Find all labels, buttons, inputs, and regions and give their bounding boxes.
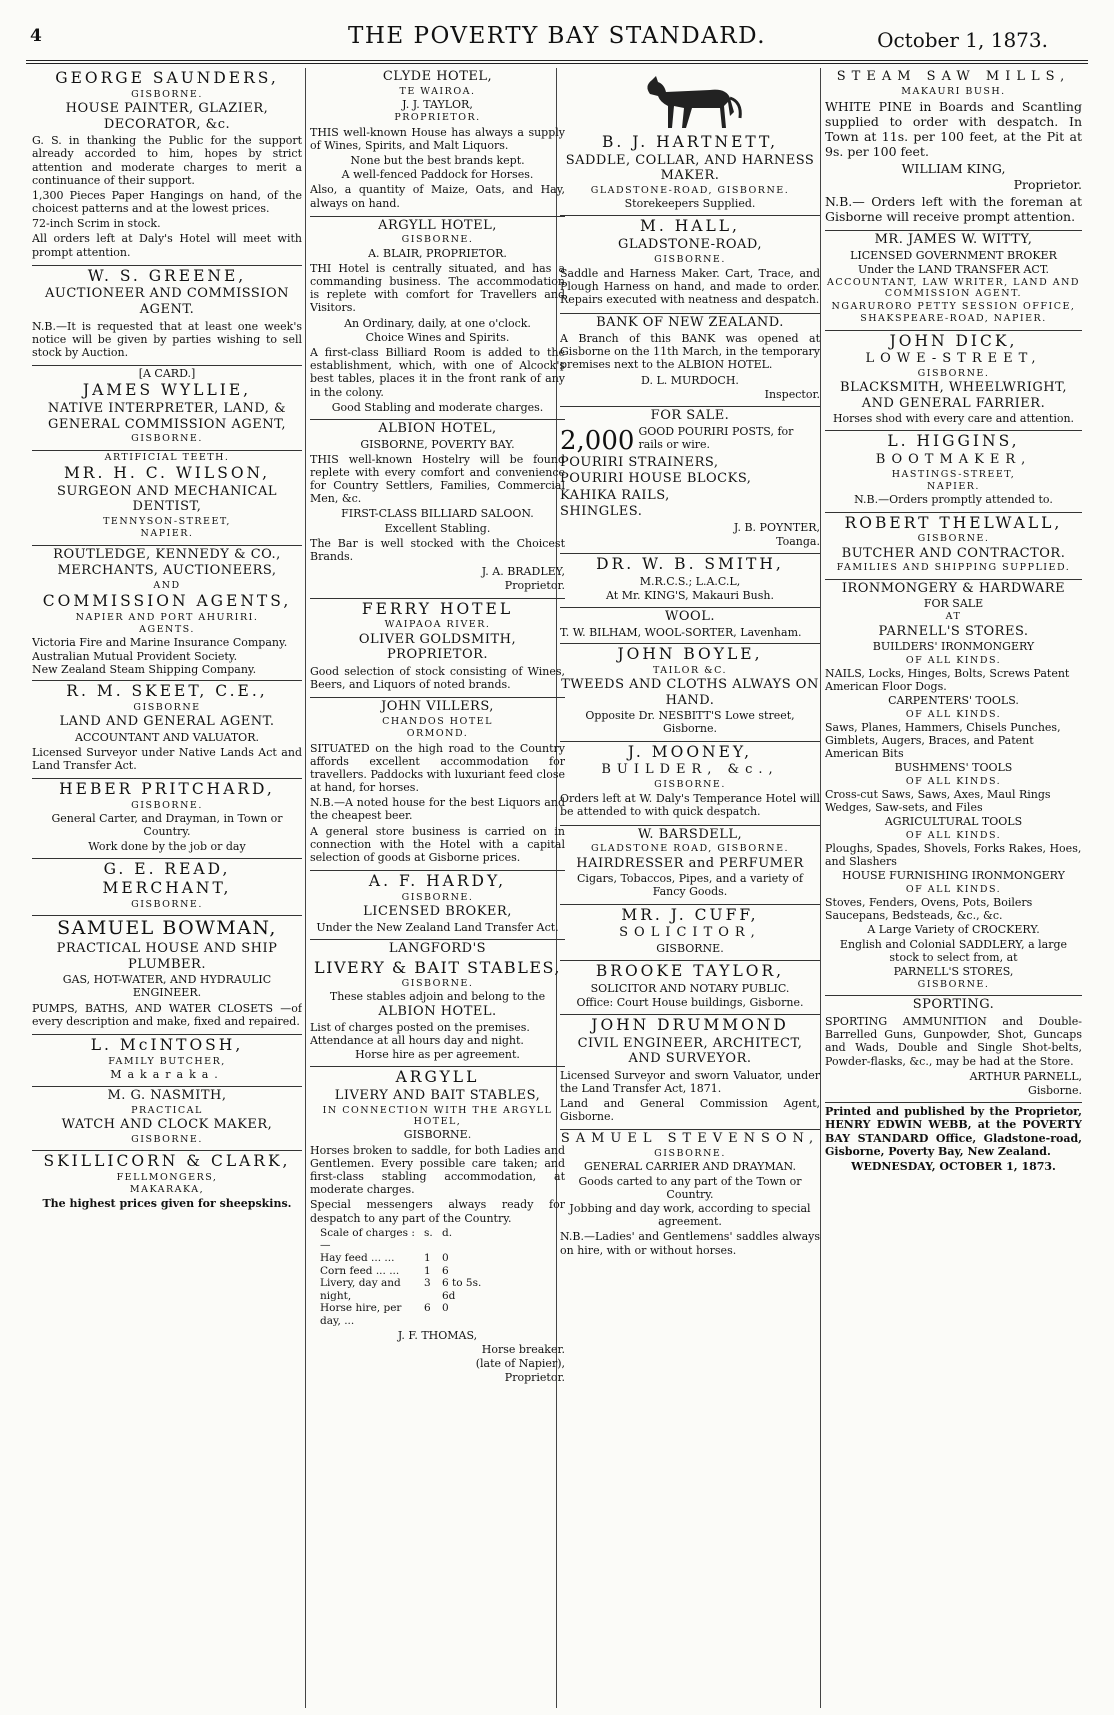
- ad-name: J. MOONEY,: [627, 742, 753, 761]
- list-item: KAHIKA RAILS,: [560, 487, 670, 503]
- ad-name: DR. W. B. SMITH,: [596, 555, 784, 574]
- ad-address: At Mr. KING'S, Makauri Bush.: [606, 589, 774, 603]
- ad-trade: MERCHANT,: [102, 879, 232, 898]
- ad-town: TE WAIROA.: [399, 85, 476, 97]
- ad-trade: CIVIL ENGINEER, ARCHITECT, AND SURVEYOR.: [577, 1035, 803, 1067]
- ad-town: GISBORNE.: [131, 1133, 203, 1145]
- ad-town: GISBORNE.: [403, 1128, 472, 1142]
- ad-bowman: [32, 917, 302, 1035]
- section-title: AGRICULTURAL TOOLS: [884, 815, 1023, 829]
- ad-body: N.B.—Ladies' and Gentlemens' saddles always on hire, with or without horses.: [560, 1230, 820, 1257]
- imprint: [825, 1105, 1082, 1178]
- column-rule: [305, 68, 306, 1708]
- ad-body: List of charges posted on the premises.: [310, 1020, 530, 1034]
- section-body: NAILS, Locks, Hinges, Bolts, Screws Patent American Floor Dogs.: [825, 666, 1070, 694]
- ad-sale: FOR SALE: [923, 597, 984, 611]
- ad-town: GISBORNE.: [401, 977, 474, 989]
- ad-body: Good selection of stock consisting of Wines, Beers, and Liquors of noted brands.: [310, 664, 565, 691]
- ad-body: Choice Wines and Spirits.: [365, 330, 510, 344]
- ad-address: GLADSTONE ROAD, GISBORNE.: [590, 843, 790, 855]
- ad-body: 72-inch Scrim in stock.: [32, 217, 161, 231]
- ad-agent: Australian Mutual Provident Society.: [32, 649, 238, 663]
- masthead-rule-2: [26, 63, 1088, 64]
- ad-body: These stables adjoin and belong to the: [329, 990, 546, 1004]
- ad-body: N.B.— Orders left with the foreman at Gisborne will receive prompt attention.: [825, 193, 1082, 224]
- column-4: [825, 68, 1082, 1713]
- section-title: BUILDERS' IRONMONGERY: [872, 640, 1035, 654]
- ad-hotel: CHANDOS HOTEL: [382, 715, 493, 727]
- ad-header: IRONMONGERY & HARDWARE: [841, 580, 1066, 596]
- ad-name: ROBERT THELWALL,: [844, 513, 1063, 532]
- ad-address: GLADSTONE-ROAD, GISBORNE.: [590, 184, 790, 196]
- ad-trade: FAMILY BUTCHER,: [108, 1055, 226, 1067]
- ad-higgins: [825, 432, 1082, 512]
- ad-name: SAMUEL BOWMAN,: [57, 917, 277, 940]
- ad-argyll-stables: [310, 1068, 565, 1389]
- list-item: POURIRI HOUSE BLOCKS,: [560, 471, 752, 487]
- ad-barsdell: [560, 827, 820, 905]
- ad-town: GISBORNE.: [917, 979, 990, 991]
- ad-trade: ACCOUNTANT AND VALUATOR.: [75, 730, 259, 744]
- ad-agent: New Zealand Steam Shipping Company.: [32, 662, 257, 676]
- ad-body: Saddle and Harness Maker. Cart, Trace, and Plough Harness on hand, and made to order. Repairs executed with neatness and despatch.: [560, 266, 820, 307]
- ad-argyll-hotel: [310, 218, 565, 420]
- ad-body: G. S. in thanking the Public for the support already accorded to him, hopes by strict attention and moderate charges to merit a continuance of their support.: [32, 134, 302, 187]
- ad-name: L. McINTOSH,: [90, 1036, 244, 1055]
- horse-illustration-icon: [630, 72, 750, 132]
- ad-header: FOR SALE.: [650, 408, 730, 424]
- section-title: CARPENTERS' TOOLS.: [888, 694, 1019, 708]
- table-cell: 6: [442, 1264, 449, 1277]
- ad-trade: HAIRDRESSER and PERFUMER: [576, 855, 804, 871]
- ad-name: ROUTLEDGE, KENNEDY & CO.,: [53, 546, 281, 562]
- ad-role: Horse breaker.: [481, 1342, 565, 1356]
- ad-body: FAMILIES AND SHIPPING SUPPLIED.: [836, 562, 1071, 574]
- ad-name: JOHN DRUMMOND: [591, 1015, 789, 1034]
- ad-body: Office: Court House buildings, Gisborne.: [576, 995, 804, 1009]
- ad-name: SKILLICORN & CLARK,: [43, 1152, 291, 1171]
- section-title: BUSHMENS' TOOLS: [894, 761, 1013, 775]
- column-1: [32, 68, 302, 1713]
- ad-mooney: [560, 743, 820, 826]
- ad-header: STEAM SAW MILLS,: [836, 69, 1071, 84]
- ad-card: [A CARD.]: [138, 367, 196, 381]
- ad-body: General Carter, and Drayman, in Town or Country.: [51, 812, 283, 839]
- ad-trade: SURGEON AND MECHANICAL DENTIST,: [57, 483, 277, 515]
- ad-body: THIS well-known House has always a supply of Wines, Spirits, and Malt Liquors.: [310, 125, 565, 152]
- ad-town: ORMOND.: [406, 728, 469, 740]
- ad-body: Goods carted to any part of the Town or Country.: [578, 1174, 802, 1201]
- ad-lead: [560, 425, 820, 454]
- ad-body: Attendance at all hours day and night.: [310, 1034, 524, 1048]
- section-body: Cross-cut Saws, Saws, Axes, Maul Rings Wedges, Saw-sets, and Files: [825, 788, 1051, 815]
- ad-clyde-hotel: [310, 69, 565, 217]
- ad-trade: BOOTMAKER,: [875, 452, 1032, 468]
- ad-body: None but the best brands kept.: [350, 153, 525, 167]
- ad-quantity: 2,000: [560, 425, 635, 454]
- ad-agent: Victoria Fire and Marine Insurance Company.: [32, 636, 288, 650]
- ad-name: ARGYLL HOTEL,: [378, 217, 497, 233]
- ad-steam-saw-mills: [825, 69, 1082, 231]
- ad-body: Horse hire as per agreement.: [355, 1048, 520, 1062]
- ad-mcintosh: [32, 1036, 302, 1087]
- ad-trade: PRACTICAL: [131, 1104, 203, 1116]
- ad-name: JOHN VILLERS,: [381, 699, 494, 715]
- ad-stores: PARNELL'S STORES.: [878, 623, 1029, 639]
- ad-witty: [825, 232, 1082, 331]
- section-kinds: OF ALL KINDS.: [905, 775, 1002, 787]
- ad-name: JAMES WYLLIE,: [82, 381, 252, 400]
- ad-name: LANGFORD'S: [388, 940, 487, 956]
- ad-header: SPORTING.: [912, 997, 995, 1013]
- ad-pritchard: [32, 780, 302, 859]
- ad-trade: LICENSED BROKER,: [363, 904, 512, 920]
- ad-trade: NGARURORO PETTY SESSION OFFICE,: [831, 300, 1076, 312]
- ad-town: Gisborne.: [1028, 1083, 1082, 1097]
- ad-trade: LICENSED GOVERNMENT BROKER: [850, 248, 1057, 262]
- ad-trade: LIVERY & BAIT STABLES,: [314, 957, 561, 977]
- ad-body: Storekeepers Supplied.: [624, 197, 756, 211]
- ad-header: WOOL.: [665, 609, 715, 625]
- ad-hartnett: [560, 72, 820, 216]
- ad-trade: BUTCHER AND CONTRACTOR.: [841, 545, 1066, 561]
- ad-name: MR. J. CUFF,: [621, 905, 759, 924]
- ad-trade: LAND AND GENERAL AGENT.: [59, 714, 275, 730]
- ad-body: A first-class Billiard Room is added to the establishment, which, with one of Alcock's best tables, places it in the front rank of any in the colony.: [310, 345, 565, 399]
- ad-name: M. HALL,: [640, 217, 740, 236]
- ad-bank: [560, 315, 820, 408]
- ad-owner: J. B. POYNTER,: [733, 521, 820, 534]
- list-item: POURIRI STRAINERS,: [560, 454, 719, 470]
- table-cell: 6 to 5s. 6d: [442, 1277, 482, 1302]
- ad-name: M. G. NASMITH,: [107, 1088, 227, 1104]
- ad-trade: BLACKSMITH, WHEELWRIGHT, AND GENERAL FARRIER.: [840, 380, 1067, 411]
- ad-body: Special messengers always ready for despatch to any part of the Country.: [310, 1198, 565, 1225]
- ad-body: SPORTING AMMUNITION and Double-Barrelled Guns, Gunpowder, Shot, Guncaps and Wads, Double and Single Shot-belts, Powder-flasks, &c., may be had at the Store.: [825, 1015, 1082, 1068]
- charges-table: [320, 1227, 490, 1328]
- table-cell: 3: [424, 1277, 431, 1290]
- column-3: [560, 68, 820, 1713]
- ad-skeet: [32, 682, 302, 779]
- ad-role: Proprietor.: [504, 579, 565, 593]
- ad-dick: [825, 332, 1082, 432]
- ad-qualifications: M.R.C.S.; L.A.C.L,: [639, 574, 741, 588]
- ad-name: A. F. HARDY,: [368, 872, 507, 891]
- ad-read: [32, 860, 302, 917]
- ad-role: Inspector.: [764, 387, 820, 401]
- table-cell: 0: [442, 1251, 449, 1264]
- ad-town: GISBORNE.: [131, 88, 203, 100]
- column-2: [310, 68, 565, 1713]
- ad-address: LOWE-STREET,: [865, 351, 1042, 367]
- ad-name: JOHN BOYLE,: [617, 645, 763, 664]
- charges-header: s.: [424, 1226, 433, 1239]
- table-row: Hay feed ... ...: [320, 1251, 395, 1264]
- section-title: A Large Variety of CROCKERY.: [867, 923, 1040, 937]
- ad-address: GLADSTONE-ROAD,: [618, 236, 762, 252]
- ad-name: G. E. READ,: [103, 859, 231, 878]
- section-kinds: OF ALL KINDS.: [905, 829, 1002, 841]
- ad-and: AND: [153, 579, 181, 591]
- ad-body: A general store business is carried on in connection with the Hotel with a capital selection of goods at Gisborne prices.: [310, 824, 565, 864]
- ad-body: N.B.—It is requested that at least one week's notice will be given by parties wishing to sell stock by Auction.: [32, 319, 302, 360]
- ad-thelwall: [825, 514, 1082, 580]
- ad-trade: BUILDER, &c.,: [601, 762, 779, 778]
- ad-body: Horses broken to saddle, for both Ladies and Gentlemen. Every possible care taken; and first-class stabling accommodation, at moderate charges.: [310, 1143, 565, 1197]
- ad-town: GISBORNE.: [917, 367, 990, 379]
- ad-body: A Branch of this BANK was opened at Gisborne on the 11th March, in the temporary premises next to the ALBION HOTEL.: [560, 332, 820, 372]
- imprint-date: WEDNESDAY, OCTOBER 1, 1873.: [851, 1159, 1056, 1173]
- ad-body: Under the New Zealand Land Transfer Act.: [316, 920, 559, 934]
- ad-town: NAPIER.: [927, 481, 980, 493]
- ad-trade: HOUSE PAINTER, GLAZIER, DECORATOR, &c.: [65, 100, 269, 132]
- ad-town: GISBORNE, POVERTY BAY.: [360, 437, 515, 451]
- ad-body: Licensed Surveyor and sworn Valuator, under the Land Transfer Act, 1871.: [560, 1068, 820, 1095]
- ad-smith: [560, 555, 820, 608]
- ad-name: BANK OF NEW ZEALAND.: [596, 314, 784, 330]
- ad-address: Opposite Dr. NESBITT'S Lowe street, Gisborne.: [585, 709, 795, 736]
- ad-body: 1,300 Pieces Paper Hangings on hand, of the choicest patterns and at the lowest prices.: [32, 188, 302, 216]
- ad-body: Licensed Surveyor under Native Lands Act and Land Transfer Act.: [32, 745, 302, 772]
- ad-street: HASTINGS-STREET,: [891, 468, 1016, 480]
- ad-town: GISBORNE.: [654, 253, 726, 265]
- ad-hall: [560, 217, 820, 313]
- section-body: Saws, Planes, Hammers, Chisels Punches, Gimblets, Augers, Braces, and Patent American Bits: [825, 720, 1061, 761]
- imprint-body: Printed and published by the Proprietor, HENRY EDWIN WEBB, at the POVERTY BAY STANDARD Office, Gladstone-road, Gisborne, Poverty Bay, New Zealand.: [825, 1105, 1082, 1158]
- ad-wyllie: [32, 367, 302, 450]
- ad-owner: J. F. THOMAS,: [397, 1328, 478, 1342]
- ad-trade: WATCH AND CLOCK MAKER,: [61, 1117, 273, 1133]
- ad-trade: SOLICITOR AND NOTARY PUBLIC.: [590, 981, 790, 995]
- ad-routledge: [32, 547, 302, 682]
- ad-ferry-hotel: [310, 600, 565, 699]
- ad-town: Makaraka.: [110, 1068, 224, 1082]
- ad-parnell-stores: [825, 581, 1082, 997]
- ad-name: SAMUEL STEVENSON,: [560, 1131, 820, 1147]
- ad-town: GISBORNE.: [654, 1148, 726, 1160]
- ad-trade: MERCHANTS, AUCTIONEERS,: [57, 563, 277, 579]
- section-kinds: OF ALL KINDS.: [905, 708, 1002, 720]
- ad-header: ARTIFICIAL TEETH.: [104, 451, 230, 463]
- ad-town: GISBORNE.: [917, 533, 990, 545]
- ad-trade: FELLMONGERS,: [116, 1171, 218, 1183]
- table-cell: 0: [442, 1302, 449, 1315]
- ad-albion-hotel: [310, 421, 565, 599]
- ad-place: MAKAURI BUSH.: [901, 85, 1006, 97]
- ad-address: SHAKSPEARE-ROAD, NAPIER.: [860, 313, 1047, 325]
- ad-owner: J. A. BRADLEY,: [481, 565, 565, 579]
- ad-role: Proprietor.: [1013, 176, 1082, 192]
- ad-name: ARGYLL: [395, 1068, 480, 1087]
- ad-at: AT: [945, 611, 962, 623]
- ad-body: All orders left at Daly's Hotel will meet with prompt attention.: [32, 232, 302, 259]
- ad-town: GISBORNE.: [654, 778, 726, 790]
- ad-body: Cigars, Tobaccos, Pipes, and a variety of Fancy Goods.: [577, 872, 803, 899]
- newspaper-title: THE POVERTY BAY STANDARD.: [347, 23, 767, 49]
- ad-role: (late of Napier),: [475, 1356, 565, 1370]
- ad-town: GISBORNE.: [401, 234, 474, 246]
- ad-body: Work done by the job or day: [88, 839, 246, 853]
- section-body: Ploughs, Spades, Shovels, Forks Rakes, Hoes, and Slashers: [825, 841, 1082, 869]
- ad-trade: GENERAL CARRIER AND DRAYMAN.: [584, 1160, 796, 1174]
- ad-body: An Ordinary, daily, at one o'clock.: [344, 316, 531, 330]
- ad-trade: PRACTICAL HOUSE AND SHIP PLUMBER.: [56, 941, 278, 972]
- ad-name: GEORGE SAUNDERS,: [55, 69, 279, 87]
- ad-body: N.B.—A noted house for the best Liquors and the cheapest beer.: [310, 796, 565, 823]
- column-rule: [820, 68, 821, 1708]
- ad-trade: COMMISSION AGENTS,: [42, 592, 292, 611]
- section-kinds: OF ALL KINDS.: [905, 654, 1002, 666]
- ad-brooke-taylor: [560, 962, 820, 1015]
- ad-town: GISBORNE.: [656, 941, 724, 955]
- ad-body: The Bar is well stocked with the Choicest Brands.: [310, 536, 565, 564]
- ad-place: WAIPAOA RIVER.: [384, 619, 491, 631]
- masthead-rule: [26, 60, 1088, 61]
- ad-body: Orders left at W. Daly's Temperance Hotel will be attended to with quick despatch.: [560, 792, 820, 819]
- ad-connection: IN CONNECTION WITH THE ARGYLL HOTEL,: [322, 1104, 553, 1128]
- table-row: Livery, day and night,: [320, 1277, 401, 1302]
- ad-town: GISBORNE.: [131, 433, 203, 445]
- ad-agents: AGENTS.: [139, 624, 195, 636]
- ad-name: B. J. HARTNETT,: [601, 133, 779, 151]
- ad-body: SITUATED on the high road to the Country affords excellent accommodation for travellers. Paddocks with luxuriant feed close at hand, for horses.: [310, 741, 565, 795]
- ad-name: MR. JAMES W. WITTY,: [874, 231, 1033, 247]
- ad-nasmith: [32, 1088, 302, 1151]
- ad-trade: GAS, HOT-WATER, AND HYDRAULIC ENGINEER.: [62, 973, 272, 1000]
- ad-name: ALBION HOTEL,: [378, 420, 497, 436]
- ad-body: N.B.—Orders promptly attended to.: [854, 493, 1053, 507]
- ad-trade: Under the LAND TRANSFER ACT.: [857, 262, 1050, 276]
- ad-body: T. W. BILHAM, WOOL-SORTER, Lavenham.: [560, 625, 802, 639]
- ad-name: BROOKE TAYLOR,: [595, 961, 785, 980]
- ad-body: WHITE PINE in Boards and Scantling supplied to order with despatch. In Town at 11s. per 100 feet, at the Pit at 9s. per 100 feet.: [825, 98, 1082, 159]
- ad-wilson: [32, 452, 302, 546]
- section-title: HOUSE FURNISHING IRONMONGERY: [842, 869, 1065, 883]
- ad-role: Proprietor.: [504, 1371, 565, 1385]
- ad-body: PUMPS, BATHS, AND WATER CLOSETS —of every description and make, fixed and repaired.: [32, 1001, 302, 1028]
- ad-name: L. HIGGINS,: [887, 432, 1020, 451]
- ad-stevenson: [560, 1131, 820, 1262]
- masthead: [0, 0, 1114, 58]
- issue-date: October 1, 1873.: [877, 28, 1048, 52]
- ad-body: THIS well-known Hostelry will be found replete with every comfort and convenience for Country Settlers, Families, Commercial Men, &c.: [310, 452, 565, 506]
- ad-town: NAPIER AND PORT AHURIRI.: [75, 611, 259, 623]
- ad-owner: WILLIAM KING,: [901, 160, 1006, 176]
- ad-owner: OLIVER GOLDSMITH, PROPRIETOR.: [358, 631, 517, 663]
- ad-body: THI Hotel is centrally situated, and has a commanding business. The accommodation is replete with comfort for Travellers and Visitors.: [310, 261, 565, 315]
- charges-header: d.: [442, 1226, 453, 1239]
- ad-trade: ACCOUNTANT, LAW WRITER, LAND AND COMMISSION AGENT.: [826, 276, 1081, 300]
- ad-name: W. BARSDELL,: [637, 826, 743, 842]
- ad-town: GISBORNE.: [401, 891, 474, 903]
- ad-name: CLYDE HOTEL,: [382, 69, 493, 84]
- ad-street: TENNYSON-STREET,: [103, 515, 231, 527]
- ad-body: Excellent Stabling.: [384, 521, 491, 535]
- ad-for-sale: [560, 408, 820, 554]
- table-row: Horse hire, per day, ...: [320, 1302, 402, 1327]
- ad-body: Horses shod with every care and attention.: [832, 412, 1075, 426]
- ad-town: GISBORNE: [133, 701, 201, 713]
- ad-name: W. S. GREENE,: [87, 266, 247, 285]
- page-number: 4: [30, 26, 42, 46]
- ad-body: Good Stabling and moderate charges.: [331, 400, 544, 414]
- ad-owner: J. J. TAYLOR,: [402, 97, 473, 111]
- ad-sporting: [825, 997, 1082, 1103]
- ad-trade: TWEEDS AND CLOTHS ALWAYS ON HAND.: [561, 677, 819, 708]
- ad-wool: [560, 609, 820, 644]
- ad-name: MR. H. C. WILSON,: [63, 463, 271, 482]
- ad-body: GOOD POURIRI POSTS, for rails or wire.: [638, 424, 794, 451]
- ad-trade: TAILOR &C.: [652, 664, 728, 676]
- section-kinds: OF ALL KINDS.: [905, 883, 1002, 895]
- ad-hotel: ALBION HOTEL.: [378, 1004, 497, 1020]
- ad-body: Land and General Commission Agent, Gisborne.: [560, 1097, 820, 1124]
- ad-drummond: [560, 1016, 820, 1131]
- ad-langford: [310, 941, 565, 1068]
- charges-title: Scale of charges :—: [320, 1226, 415, 1252]
- ad-body: FIRST-CLASS BILLIARD SALOON.: [341, 507, 534, 521]
- table-cell: 6: [424, 1302, 431, 1315]
- ad-owner: ARTHUR PARNELL,: [969, 1069, 1082, 1083]
- ad-town: MAKARAKA,: [129, 1184, 205, 1196]
- ad-trade: LIVERY AND BAIT STABLES,: [334, 1088, 541, 1104]
- ad-hardy: [310, 872, 565, 940]
- ad-body: The highest prices given for sheepskins.: [42, 1196, 292, 1210]
- ad-name: R. M. SKEET, C.E.,: [66, 682, 268, 701]
- ad-town: Toanga.: [776, 535, 820, 549]
- ad-owner: D. L. MURDOCH.: [641, 373, 739, 387]
- ad-town: NAPIER.: [140, 528, 194, 540]
- ad-body: A well-fenced Paddock for Horses.: [341, 168, 534, 182]
- table-cell: 1: [424, 1251, 431, 1264]
- table-row: Corn feed ... ...: [320, 1264, 400, 1277]
- ad-trade: SOLICITOR,: [619, 925, 761, 941]
- ad-trade: NATIVE INTERPRETER, LAND, & GENERAL COMMISSION AGENT,: [47, 400, 287, 432]
- table-cell: 1: [424, 1264, 431, 1277]
- section-body: English and Colonial SADDLERY, a large stock to select from, at: [839, 937, 1068, 964]
- ad-greene: [32, 267, 302, 366]
- ad-villers: [310, 699, 565, 871]
- list-item: SHINGLES.: [560, 504, 643, 520]
- ad-trade: SADDLE, COLLAR, AND HARNESS MAKER.: [565, 152, 815, 184]
- ad-stores: PARNELL'S STORES,: [893, 964, 1014, 978]
- section-body: Stoves, Fenders, Ovens, Pots, Boilers Saucepans, Bedsteads, &c., &c.: [825, 895, 1033, 923]
- ad-body: Also, a quantity of Maize, Oats, and Hay, always on hand.: [310, 183, 565, 210]
- ad-saunders: [32, 69, 302, 266]
- ad-body: Jobbing and day work, according to special agreement.: [569, 1202, 811, 1229]
- ad-town: GISBORNE.: [131, 898, 203, 910]
- ad-name: HEBER PRITCHARD,: [59, 780, 275, 799]
- ad-trade: AUCTIONEER AND COMMISSION AGENT.: [45, 286, 289, 318]
- ad-owner: A. BLAIR, PROPRIETOR.: [368, 246, 507, 260]
- ad-boyle: [560, 645, 820, 742]
- ad-town: GISBORNE.: [131, 799, 203, 811]
- ad-cuff: [560, 906, 820, 961]
- ad-skillicorn: [32, 1152, 302, 1215]
- ad-name: FERRY HOTEL: [361, 599, 514, 618]
- ad-role: PROPRIETOR.: [394, 112, 481, 124]
- ad-name: JOHN DICK,: [889, 331, 1018, 350]
